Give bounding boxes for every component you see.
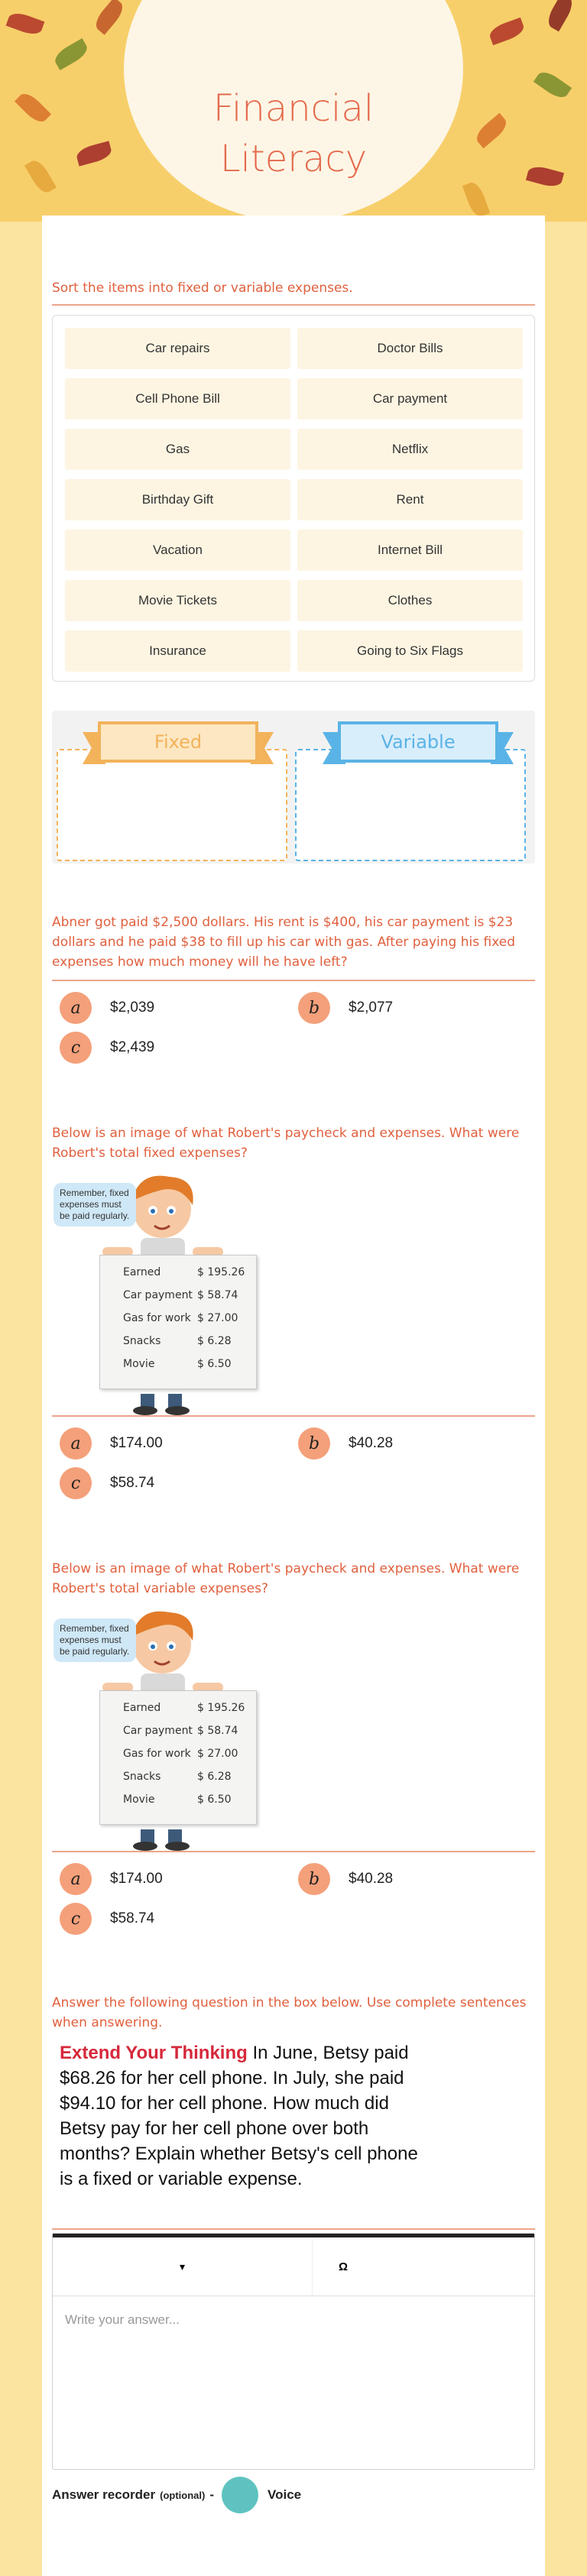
answer-option-b[interactable] [298, 992, 393, 1024]
option-letter: b [298, 992, 330, 1024]
hint-bubble: Remember, fixed expenses must be paid regularly. [54, 1619, 136, 1662]
sort-item[interactable]: Insurance [65, 630, 290, 672]
option-value: $2,039 [110, 1000, 155, 1016]
sort-item[interactable]: Movie Tickets [65, 580, 290, 621]
answer-option-b[interactable] [298, 1427, 393, 1460]
sort-item[interactable]: Going to Six Flags [297, 630, 523, 672]
leaf-decoration [488, 18, 527, 45]
option-value: $58.74 [110, 1910, 155, 1926]
leaf-decoration [92, 0, 127, 35]
sort-item[interactable]: Vacation [65, 530, 290, 571]
omega-icon: Ω [338, 2260, 349, 2273]
fixed-bin-label: Fixed [154, 731, 203, 753]
sort-item[interactable]: Clothes [297, 580, 523, 621]
option-letter: b [298, 1863, 330, 1895]
q4-divider [52, 1851, 535, 1852]
option-value: $2,077 [349, 1000, 394, 1016]
option-letter: c [60, 1903, 92, 1935]
q1-divider [52, 304, 535, 306]
option-value: $40.28 [349, 1435, 394, 1451]
sort-item[interactable]: Car payment [297, 378, 523, 420]
answer-editor [52, 2233, 535, 2470]
answer-option-a[interactable] [60, 1427, 163, 1460]
header-banner [0, 0, 587, 222]
paycheck-paper: Earned $ 195.26 Car payment $ 58.74 Gas for work $ 27.00 Snacks $ 6.28 Movie $ 6.50 [99, 1690, 257, 1825]
option-value: $174.00 [110, 1871, 163, 1887]
hint-bubble: Remember, fixed expenses must be paid regularly. [54, 1183, 136, 1226]
record-button[interactable] [222, 2477, 258, 2513]
q2-divider [52, 980, 535, 981]
recorder-voice-label: Voice [268, 2487, 302, 2502]
answer-option-c[interactable] [60, 1467, 154, 1499]
leaf-decoration [6, 10, 45, 37]
sort-bins [52, 711, 535, 864]
option-letter: a [60, 992, 92, 1024]
leaf-decoration [544, 0, 576, 31]
sort-items-box [52, 315, 535, 682]
leaf-decoration [52, 38, 91, 70]
option-letter: c [60, 1032, 92, 1064]
q5-divider [52, 2228, 535, 2230]
option-letter: a [60, 1863, 92, 1895]
answer-option-b[interactable] [298, 1863, 393, 1895]
option-value: $58.74 [110, 1475, 155, 1491]
extend-thinking-body: In June, Betsy paid $68.26 for her cell phone. In July, she paid $94.10 for her cell phone. How much did Betsy pay for her cell phone over both months? Explain whether Betsy's cell phone is a fixed or variable expense. [60, 2043, 418, 2189]
leaf-decoration [462, 180, 490, 219]
q3-prompt: Below is an image of what Robert's paycheck and expenses. What were Robert's total fixed expenses? [52, 1126, 520, 1161]
sort-item[interactable]: Cell Phone Bill [65, 378, 290, 420]
q5-prompt: Answer the following question in the box below. Use complete sentences when answering. [52, 1995, 527, 2030]
recorder-dash: - [209, 2487, 215, 2502]
recorder-optional: (optional) [160, 2489, 206, 2501]
sort-item[interactable]: Gas [65, 429, 290, 470]
answer-option-a[interactable] [60, 992, 154, 1024]
variable-bin-label: Variable [381, 731, 456, 753]
q2-prompt: Abner got paid $2,500 dollars. His rent is $400, his car payment is $23 dollars and he paid $38 to fill up his car with gas. After paying his fixed expenses how much money will he have left? [52, 915, 516, 970]
extend-thinking-text [60, 2040, 419, 2192]
page-title-line2: Literacy [219, 138, 368, 180]
page-title-line1: Financial [212, 87, 375, 130]
editor-toolbar [53, 2234, 534, 2296]
option-value: $174.00 [110, 1435, 163, 1451]
sort-item[interactable]: Internet Bill [297, 530, 523, 571]
sort-item[interactable]: Rent [297, 479, 523, 520]
option-letter: a [60, 1427, 92, 1460]
sort-item[interactable]: Doctor Bills [297, 328, 523, 369]
option-letter: b [298, 1427, 330, 1460]
q4-prompt: Below is an image of what Robert's paycheck and expenses. What were Robert's total variable expenses? [52, 1561, 520, 1596]
answer-option-c[interactable] [60, 1903, 154, 1935]
sort-item[interactable]: Car repairs [65, 328, 290, 369]
paycheck-paper: Earned $ 195.26 Car payment $ 58.74 Gas for work $ 27.00 Snacks $ 6.28 Movie $ 6.50 [99, 1255, 257, 1389]
answer-option-a[interactable] [60, 1863, 163, 1895]
sort-item[interactable]: Birthday Gift [65, 479, 290, 520]
option-value: $2,439 [110, 1039, 155, 1055]
extend-thinking-label: Extend Your Thinking [60, 2043, 248, 2063]
option-letter: c [60, 1467, 92, 1499]
format-dropdown[interactable] [53, 2237, 313, 2296]
answer-textarea[interactable]: Write your answer... [65, 2312, 180, 2327]
chevron-down-icon: ▾ [179, 2260, 186, 2273]
answer-option-c[interactable] [60, 1032, 154, 1064]
sort-item[interactable]: Netflix [297, 429, 523, 470]
q1-prompt: Sort the items into fixed or variable expenses. [52, 280, 353, 296]
q3-divider [52, 1415, 535, 1417]
option-value: $40.28 [349, 1871, 394, 1887]
recorder-label: Answer recorder [52, 2487, 156, 2502]
special-char-button[interactable] [313, 2237, 374, 2296]
answer-recorder [52, 2476, 301, 2514]
